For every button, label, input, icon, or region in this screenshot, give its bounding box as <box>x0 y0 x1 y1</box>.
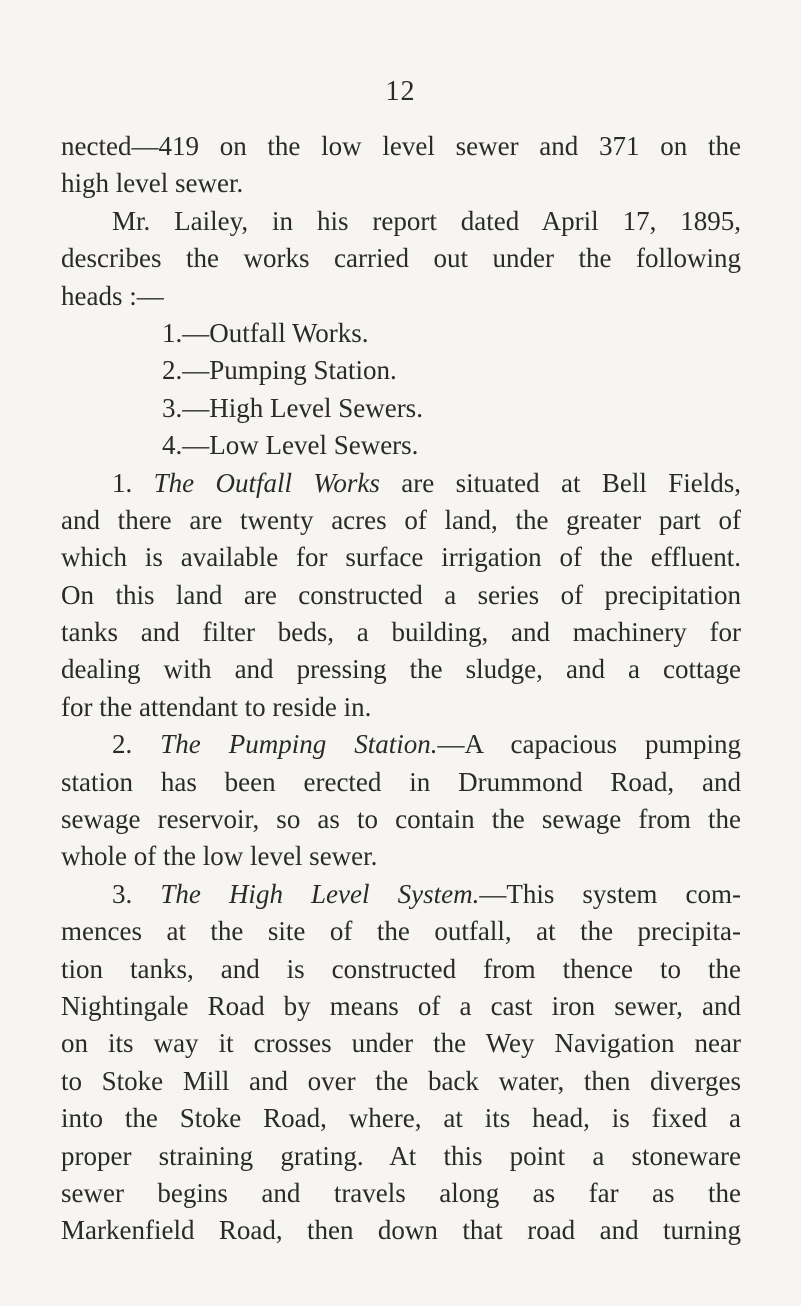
text-line: tion tanks, and is constructed from thence to the <box>61 953 741 984</box>
text-line: nected—419 on the low level sewer and 371 on the <box>61 131 741 161</box>
section-number: 2. <box>112 729 133 760</box>
section-text: are situated at Bell Fields, <box>379 467 742 498</box>
list-item: 1.—Outfall Works. <box>162 317 369 348</box>
text-line: which is available for surface irrigation of the effluent. <box>61 542 741 573</box>
text-line: high level sewer. <box>61 168 244 199</box>
text-line: sewage reservoir, so as to contain the sewage from the <box>61 804 741 835</box>
section-heading-line <box>61 465 741 502</box>
list-item: 2.—Pumping Station. <box>162 355 397 386</box>
text-line: heads :— <box>61 280 164 311</box>
section-number: 3. <box>112 878 133 909</box>
text-line: for the attendant to reside in. <box>61 691 372 722</box>
text-line: dealing with and pressing the sludge, and a cottage <box>61 654 741 685</box>
text-line: into the Stoke Road, where, at its head, is fixed a <box>61 1103 741 1134</box>
list-item: 4.—Low Level Sewers. <box>162 430 419 461</box>
section-heading-line <box>61 876 741 913</box>
page-number: 12 <box>385 76 416 107</box>
section-title: The Pumping Station. <box>160 729 438 760</box>
text-line: On this land are constructed a series of precipitation <box>61 579 741 610</box>
list-item: 3.—High Level Sewers. <box>162 392 423 423</box>
section-title: The High Level System. <box>160 878 480 909</box>
section-text: —A capacious pumping <box>437 729 741 760</box>
text-line: station has been erected in Drummond Road, and <box>61 766 741 797</box>
text-line: describes the works carried out under the following <box>61 243 741 274</box>
text-line: Nightingale Road by means of a cast iron sewer, and <box>61 990 741 1021</box>
text-line: tanks and filter beds, a building, and machinery for <box>61 617 741 648</box>
text-line: whole of the low level sewer. <box>61 841 378 872</box>
text-line: on its way it crosses under the Wey Navigation near <box>61 1028 741 1059</box>
text-line: and there are twenty acres of land, the greater part of <box>61 504 741 535</box>
section-text: —This system com- <box>479 878 741 909</box>
text-line: Markenfield Road, then down that road and turning <box>61 1215 741 1246</box>
text-line: sewer begins and travels along as far as the <box>61 1177 741 1208</box>
body-text <box>61 128 741 1250</box>
text-line: proper straining grating. At this point a stoneware <box>61 1140 741 1171</box>
section-number: 1. <box>112 467 133 498</box>
section-heading-line <box>61 726 741 763</box>
text-line: Mr. Lailey, in his report dated April 17, 1895, <box>112 205 741 236</box>
section-title: The Outfall Works <box>153 467 380 498</box>
text-line: to Stoke Mill and over the back water, then diverges <box>61 1065 741 1096</box>
text-line: mences at the site of the outfall, at the precipita- <box>61 916 741 947</box>
